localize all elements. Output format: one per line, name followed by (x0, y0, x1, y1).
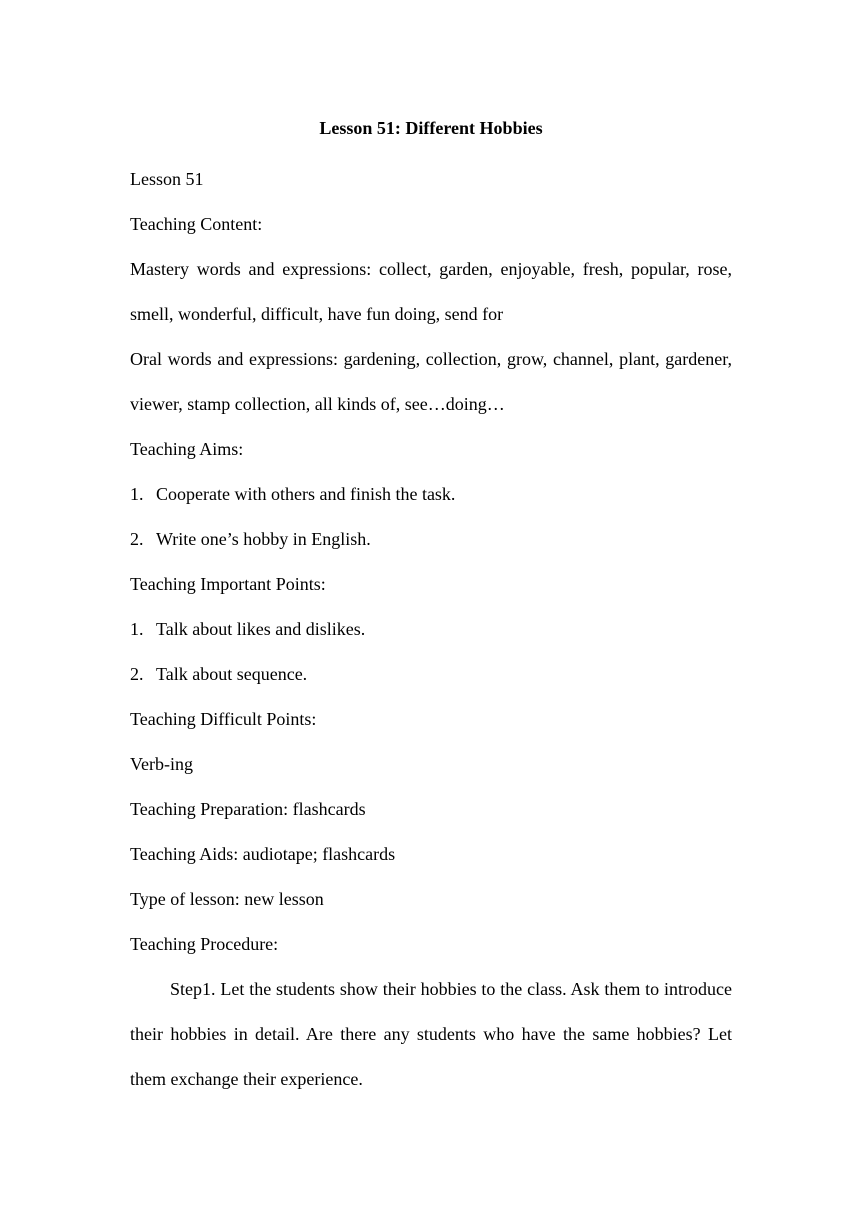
list-number: 1. (130, 619, 144, 639)
list-number: 2. (130, 664, 144, 684)
teaching-procedure-heading: Teaching Procedure: (130, 934, 279, 954)
list-text: Cooperate with others and finish the task. (156, 484, 456, 504)
difficult-points-heading: Teaching Difficult Points: (130, 709, 317, 729)
oral-words-paragraph: Oral words and expressions: gardening, collection, grow, channel, plant, gardener, viewer, stamp collection, all kinds of, see…doing… (130, 349, 732, 414)
document-page (130, 112, 732, 1102)
teaching-content-heading: Teaching Content: (130, 214, 263, 234)
document-title: Lesson 51: Different Hobbies (319, 118, 543, 138)
list-number: 2. (130, 529, 144, 549)
mastery-words-paragraph: Mastery words and expressions: collect, garden, enjoyable, fresh, popular, rose, smell, wonderful, difficult, have fun doing, send for (130, 259, 732, 324)
teaching-preparation: Teaching Preparation: flashcards (130, 799, 366, 819)
list-text: Write one’s hobby in English. (156, 529, 371, 549)
teaching-aims-heading: Teaching Aims: (130, 439, 244, 459)
important-points-heading: Teaching Important Points: (130, 574, 326, 594)
list-number: 1. (130, 484, 144, 504)
important-points-list-item (130, 607, 732, 652)
aims-list-item (130, 517, 732, 562)
list-text: Talk about likes and dislikes. (156, 619, 366, 639)
procedure-step-1: Step1. Let the students show their hobbies to the class. Ask them to introduce their hobbies in detail. Are there any students who have the same hobbies? Let them exchange their experience. (130, 979, 732, 1089)
list-text: Talk about sequence. (156, 664, 308, 684)
lesson-label: Lesson 51 (130, 169, 204, 189)
teaching-aids: Teaching Aids: audiotape; flashcards (130, 844, 396, 864)
lesson-type: Type of lesson: new lesson (130, 889, 324, 909)
important-points-list-item (130, 652, 732, 697)
difficult-points-text: Verb-ing (130, 754, 193, 774)
aims-list-item (130, 472, 732, 517)
